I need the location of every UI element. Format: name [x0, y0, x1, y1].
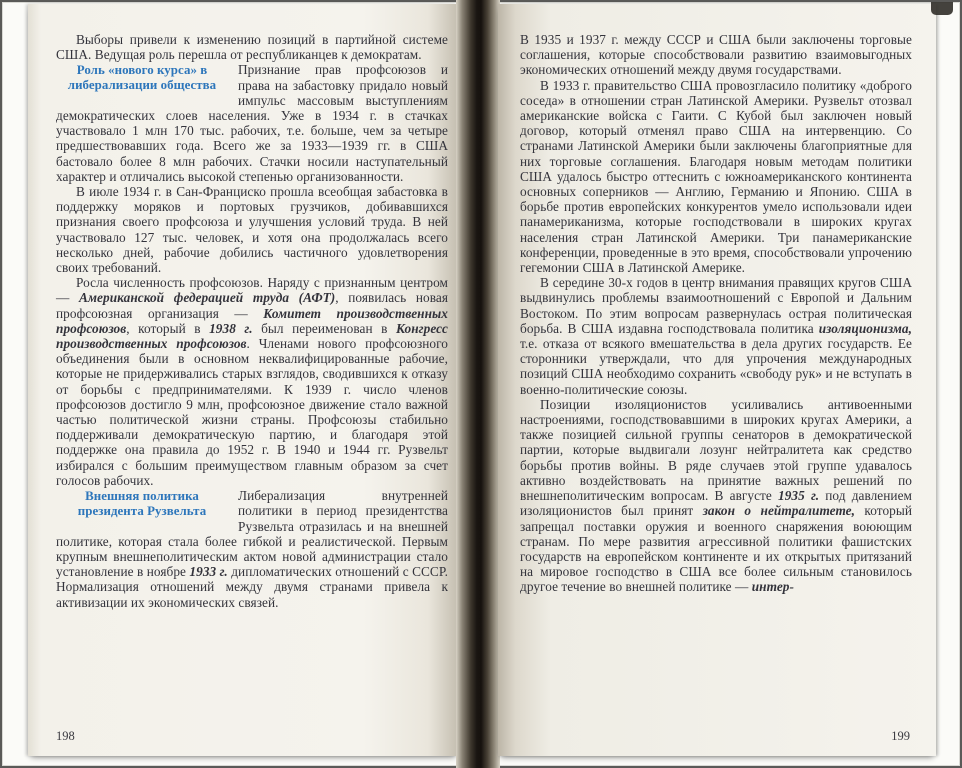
text-run-emphasis: Конгресс производственных профсоюзов: [56, 320, 449, 352]
text-run: В 1935 и 1937 г. между СССР и США были заключены торговые соглашения, которые способствовали развитию взаимовыгодных экономических отношений между двумя государствами.: [520, 32, 912, 78]
text-run-emphasis: Комитет производственных профсоюзов: [56, 305, 448, 336]
text-run: В июле 1934 г. в Сан-Франциско прошла всеобщая забастовка в поддержку моряков и портовых грузчиков, добивавшихся признания своего профсоюза и улучшения условий труда. В ней участвовало 127 тыс. человек, и хотя она продолжалась всего несколько дней, рабочие добились частичного удовлетворения своих требований.: [56, 184, 448, 276]
text-run-emphasis: Американской федерацией труда (АФТ): [78, 290, 336, 306]
scan-corner-shadow: [931, 2, 953, 15]
book-page-left: [28, 4, 458, 756]
text-run: Либерализация внутренней политики в период президентства Рузвельта отразилась и на внешней политике, которая стала более гибкой и реалистической. Первым крупным внешнеполитическим актом новой администрации стало установление в ноябре: [56, 488, 448, 580]
text-run: В 1933 г. правительство США провозгласило политику «доброго соседа» в отношении стран Латинской Америки. Рузвельт отозвал американские войска с Гаити. С Кубой был заключен новый договор, который отменял право США на интервенцию. Со странами Латинской Америки были заключены благоприятные для них торговые соглашения. Благодаря новым методам политики США удалось быстро оттеснить с южноамериканского континента основных соперников — Англию, Германию и Японию. США в борьбе против европейских конкурентов умело использовали идеи панамериканизма, которые господствовали в широких кругах населения стран Латинской Америки. Три панамериканские конференции, проведенные в это время, способствовали упрочению гегемонии США в Латинской Америке.: [520, 77, 912, 276]
text-run-emphasis: закон о нейтралитете,: [702, 503, 855, 519]
page-left-content: [56, 32, 448, 610]
text-run: , появилась новая профсоюзная организация —: [56, 290, 448, 321]
section-paragraph: [56, 62, 448, 184]
text-run: под давлением изоляционистов был принят: [520, 488, 912, 519]
text-run: дипломатических отношений с СССР. Нормализация отношений между двумя странами привела к активизации их экономических связей.: [56, 564, 449, 610]
paragraph: [520, 397, 912, 595]
paragraph: [56, 184, 448, 275]
book-page-right: [498, 4, 936, 756]
book-spine-gutter: [456, 0, 500, 768]
text-run: , который в: [126, 320, 210, 336]
text-run-emphasis: изоляционизма,: [818, 320, 912, 336]
text-run: . Членами нового профсоюзного объединения были в основном неквалифицированные рабочие, которые не придерживались старых взглядов, сводившихся к отказу от борьбы с предпринимателями. К 1939 г. число членов профсоюзов достигло 9 млн, профсоюзное движение стало важной частью политической жизни страны. Профсоюзы стабильно поддерживали демократическую партию, и благодаря этой поддержке она правила до 1952 г. В 1940 и 1944 гг. Рузвельт избирался с большим преимуществом главным образом за счет голосов рабочих.: [56, 336, 448, 488]
paragraph: [520, 275, 912, 397]
section-heading: Внешняя политика президента Рузвельта: [77, 489, 207, 519]
paragraph: [520, 78, 912, 276]
text-run-emphasis: 1935 г.: [778, 488, 820, 504]
paragraph: [56, 32, 448, 62]
paragraph: [56, 275, 448, 488]
text-run: был переименован в: [252, 320, 396, 336]
text-run-emphasis: 1933 г.: [189, 564, 228, 580]
text-run: Признание прав профсоюзов и права на забастовку придало новый импульс массовым выступлениям демократических слоев населения. Уже в 1934 г. в стачках участвовало 1 млн 170 тыс. рабочих, т.е. больше, чем за четыре предшествовавших года. Всего же за 1933—1939 гг. в США бастовало более 8 млн рабочих. Стачки носили наступательный характер и отличались высокой степенью организованности.: [56, 62, 448, 184]
section-paragraph: [56, 488, 448, 610]
page-number-right: 199: [891, 729, 910, 743]
text-run: В середине 30-х годов в центр внимания правящих кругов США выдвинулись проблемы взаимоотношений с Европой и Дальним Востоком. По этим вопросам развернулась острая политическая борьба. В США издавна господствовала политика: [520, 275, 912, 336]
page-right-content: [520, 32, 912, 595]
text-run: т.е. отказа от всякого вмешательства в дела других государств. Ее сторонники утверждали, что для упрочения международных позиций США необходимо сохранить «свободу рук» и не вступать в военно-политические союзы.: [520, 336, 912, 397]
text-run: Росла численность профсоюзов. Наряду с признанным центром —: [56, 275, 448, 306]
text-run: Выборы привели к изменению позиций в партийной системе США. Ведущая роль перешла от республиканцев к демократам.: [56, 32, 448, 63]
paragraph: [520, 32, 912, 78]
page-number-left: 198: [56, 729, 75, 743]
text-run-emphasis: 1938 г.: [209, 320, 253, 336]
text-run: Позиции изоляционистов усиливались антивоенными настроениями, господствовавшими в широких кругах Америки, а также позицией сильной группы сенаторов в демократической партии, которые выдвигали лозунг нейтралитета как средство борьбы против войны. В ряде случаев этой группе удавалось активно воздействовать на принятие важных решений по внешнеполитическим вопросам. В августе: [520, 396, 912, 504]
text-run: который запрещал поставки оружия и военного снаряжения воюющим странам. По мере развития агрессивной политики фашистских государств на европейском континенте и их открытых притязаний на мировое господство в США все более сильным становилось другое течение во внешней политике —: [520, 503, 912, 595]
text-run-emphasis: интер-: [751, 579, 794, 595]
section-heading: Роль «нового курса» в либерализации общества: [67, 63, 217, 93]
